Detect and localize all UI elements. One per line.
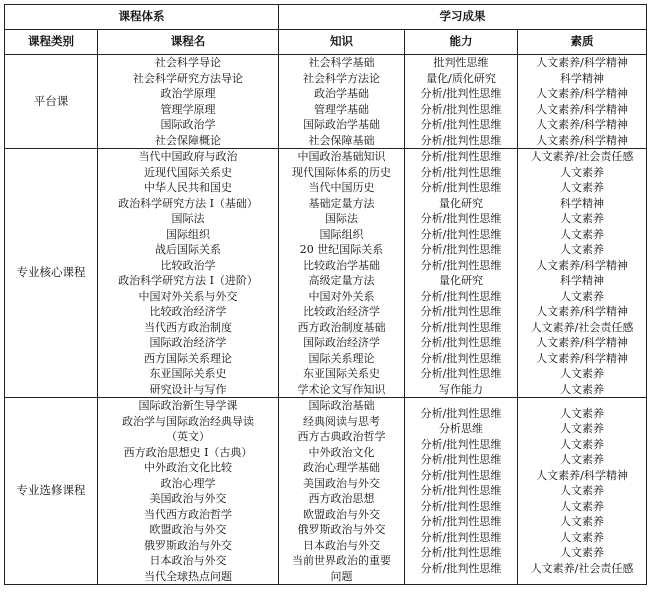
knowledge-item: 政治学基础 — [314, 87, 369, 100]
quality-item: 人文素养/科学精神 — [536, 133, 628, 147]
quality-item: 人文素养/科学精神 — [536, 258, 628, 272]
knowledge-item: 社会科学方法论 — [303, 71, 380, 85]
course-name: 国际组织 — [166, 227, 210, 241]
ability-item: 量化研究 — [439, 196, 483, 210]
knowledge-item: 学术论文写作知识 — [297, 382, 386, 396]
quality-item: 人文素养/科学精神 — [536, 102, 628, 116]
course-name: （英文） — [166, 430, 210, 443]
curriculum-table-container — [4, 4, 647, 585]
ability-item: 批判性思维 — [433, 56, 489, 69]
course-name: 政治科学研究方法 I（进阶） — [118, 274, 258, 287]
ability-item: 量化/质化研究 — [426, 71, 496, 85]
course-name: 当代全球热点问题 — [144, 569, 232, 583]
knowledge-item: 国际关系理论 — [308, 351, 375, 365]
ability-item: 分析/批判性思维 — [420, 530, 502, 544]
quality-list — [518, 398, 647, 585]
knowledge-list — [279, 398, 405, 585]
ability-item: 分析/批判性思维 — [420, 102, 502, 116]
course-name: 近现代国际关系史 — [144, 165, 232, 179]
course-list — [98, 55, 279, 149]
ability-item: 分析/批判性思维 — [420, 243, 502, 256]
quality-item: 人文素养/科学精神 — [536, 336, 628, 349]
ability-item: 分析/批判性思维 — [420, 227, 502, 241]
knowledge-item: 社会保障基础 — [308, 133, 375, 147]
header-quality: 素质 — [518, 30, 647, 55]
course-list — [98, 149, 279, 398]
course-name: 政治学与国际政治经典导读 — [122, 414, 254, 428]
quality-item: 人文素养/科学精神 — [536, 305, 628, 318]
course-name: 国际政治学 — [160, 118, 216, 131]
knowledge-item: 现代国际体系的历史 — [292, 165, 391, 179]
header-learning-outcomes: 学习成果 — [279, 5, 647, 30]
knowledge-item: 美国政治与外交 — [303, 476, 380, 490]
knowledge-item: 社会科学基础 — [308, 56, 375, 69]
quality-item: 人文素养 — [560, 406, 605, 420]
quality-item: 人文素养 — [560, 515, 605, 529]
ability-item: 分析/批判性思维 — [420, 258, 502, 272]
course-name: 西方政治思想史 I（古典） — [123, 445, 253, 459]
quality-item: 科学精神 — [560, 71, 605, 85]
course-name: 政治学原理 — [160, 87, 216, 100]
quality-item: 人文素养/科学精神 — [536, 87, 628, 100]
header-ability: 能力 — [405, 30, 518, 55]
course-name: 国际政治经济学 — [149, 336, 227, 349]
quality-item: 人文素养 — [560, 422, 605, 436]
knowledge-item: 日本政治与外交 — [303, 538, 380, 552]
ability-item: 分析/批判性思维 — [420, 437, 502, 451]
ability-item: 分析/批判性思维 — [420, 499, 502, 513]
ability-item: 分析/批判性思维 — [420, 515, 502, 529]
knowledge-item: 俄罗斯政治与外交 — [297, 523, 386, 536]
knowledge-item: 国际组织 — [319, 227, 364, 241]
header-category: 课程类别 — [5, 30, 98, 55]
course-name: 战后国际关系 — [155, 243, 221, 256]
knowledge-item: 政治心理学基础 — [303, 461, 380, 474]
category-cell: 专业核心课程 — [5, 149, 98, 398]
category-cell: 平台课 — [5, 55, 98, 149]
quality-item: 人文素养 — [560, 546, 605, 560]
ability-list — [405, 149, 518, 398]
ability-item: 分析/批判性思维 — [420, 320, 502, 334]
curriculum-table — [4, 4, 647, 585]
knowledge-item: 比较政治学基础 — [303, 258, 380, 272]
header-knowledge: 知识 — [279, 30, 405, 55]
quality-item: 人文素养 — [560, 484, 605, 498]
knowledge-item: 国际法 — [325, 212, 358, 225]
course-name: 中国对外关系与外交 — [138, 289, 238, 303]
knowledge-list — [279, 55, 405, 149]
course-name: 国际政治新生导学课 — [138, 399, 238, 412]
ability-item: 分析/批判性思维 — [420, 336, 502, 349]
quality-item: 人文素养/科学精神 — [536, 351, 628, 365]
knowledge-list — [279, 149, 405, 398]
quality-item: 人文素养 — [560, 181, 605, 194]
knowledge-item: 中国对外关系 — [308, 289, 375, 303]
quality-item: 人文素养 — [560, 227, 605, 241]
quality-item: 人文素养/科学精神 — [536, 118, 628, 131]
course-name: 社会保障概论 — [155, 133, 221, 147]
course-name: 日本政治与外交 — [149, 554, 227, 567]
knowledge-item: 西方政治思想 — [308, 492, 375, 505]
ability-item: 分析/批判性思维 — [420, 289, 502, 303]
ability-item: 分析/批判性思维 — [420, 150, 502, 163]
quality-item: 人文素养 — [560, 165, 605, 179]
quality-item: 人文素养 — [560, 382, 605, 396]
quality-list — [518, 55, 647, 149]
course-name: 比较政治学 — [160, 258, 216, 272]
ability-item: 分析/批判性思维 — [420, 87, 502, 100]
quality-item: 人文素养 — [560, 530, 605, 544]
quality-item: 人文素养 — [560, 499, 605, 513]
ability-item: 分析/批判性思维 — [420, 406, 502, 420]
ability-item: 分析/批判性思维 — [420, 212, 502, 225]
knowledge-item: 当前世界政治的重要 — [292, 554, 391, 567]
knowledge-item: 比较政治经济学 — [303, 305, 380, 318]
knowledge-item: 高级定量方法 — [308, 274, 375, 287]
ability-item: 分析/批判性思维 — [420, 546, 502, 560]
knowledge-item: 基础定量方法 — [308, 196, 375, 210]
ability-item: 分析/批判性思维 — [420, 133, 502, 147]
course-name: 政治心理学 — [160, 476, 216, 490]
quality-item: 人文素养/社会责任感 — [530, 320, 634, 334]
course-name: 美国政治与外交 — [149, 492, 227, 505]
knowledge-item: 西方政治制度基础 — [297, 320, 386, 334]
knowledge-item: 经典阅读与思考 — [303, 414, 380, 428]
knowledge-item: 20 世纪国际关系 — [299, 243, 384, 256]
quality-item: 人文素养 — [560, 212, 605, 225]
course-name: 欧盟政治与外交 — [149, 523, 227, 536]
ability-item: 分析/批判性思维 — [420, 181, 502, 194]
knowledge-item: 国际政治学基础 — [303, 118, 380, 131]
ability-item: 写作能力 — [439, 382, 483, 396]
ability-item: 分析/批判性思维 — [420, 484, 502, 498]
section-row-core — [5, 149, 647, 398]
header-course-name: 课程名 — [98, 30, 279, 55]
knowledge-item: 欧盟政治与外交 — [303, 507, 380, 521]
course-name: 社会科学导论 — [155, 56, 221, 69]
course-name: 俄罗斯政治与外交 — [144, 538, 232, 552]
quality-item: 人文素养/社会责任感 — [530, 561, 634, 575]
knowledge-item: 问题 — [330, 569, 353, 583]
knowledge-item: 中外政治文化 — [308, 445, 375, 459]
quality-item: 科学精神 — [560, 274, 605, 287]
knowledge-item: 中国政治基础知识 — [297, 150, 386, 163]
quality-item: 人文素养 — [560, 289, 605, 303]
ability-item: 分析/批判性思维 — [420, 165, 502, 179]
quality-item: 人文素养/社会责任感 — [530, 150, 634, 163]
course-name: 中外政治文化比较 — [144, 461, 232, 474]
ability-item: 分析/批判性思维 — [420, 468, 502, 482]
header-column-row — [5, 30, 647, 55]
ability-list — [405, 398, 518, 585]
knowledge-item: 东亚国际关系史 — [303, 367, 380, 380]
course-name: 社会科学研究方法导论 — [133, 71, 243, 85]
ability-item: 分析/批判性思维 — [420, 453, 502, 467]
knowledge-item: 国际政治基础 — [308, 399, 375, 412]
ability-item: 分析/批判性思维 — [420, 305, 502, 318]
ability-item: 分析/批判性思维 — [420, 367, 502, 380]
ability-list — [405, 55, 518, 149]
course-name: 中华人民共和国史 — [144, 181, 232, 194]
quality-item: 人文素养/科学精神 — [536, 468, 628, 482]
course-name: 研究设计与写作 — [149, 382, 227, 396]
course-name: 政治科学研究方法 I（基础） — [118, 196, 258, 210]
knowledge-item: 管理学基础 — [314, 102, 369, 116]
quality-item: 科学精神 — [560, 196, 605, 210]
quality-item: 人文素养 — [560, 437, 605, 451]
ability-item: 分析/批判性思维 — [420, 351, 502, 365]
section-row-elective — [5, 398, 647, 585]
ability-item: 分析思维 — [439, 422, 483, 436]
course-name: 东亚国际关系史 — [149, 367, 227, 380]
knowledge-item: 当代中国历史 — [308, 181, 375, 194]
course-name: 管理学原理 — [160, 102, 216, 116]
ability-item: 分析/批判性思维 — [420, 118, 502, 131]
knowledge-item: 国际政治经济学 — [303, 336, 380, 349]
header-curriculum-system: 课程体系 — [5, 5, 279, 30]
section-row-platform — [5, 55, 647, 149]
ability-item: 分析/批判性思维 — [420, 561, 502, 575]
course-name: 西方国际关系理论 — [144, 351, 232, 365]
course-list — [98, 398, 279, 585]
quality-item: 人文素养 — [560, 243, 605, 256]
category-cell: 专业选修课程 — [5, 398, 98, 585]
course-name: 比较政治经济学 — [149, 305, 227, 318]
ability-item: 量化研究 — [439, 274, 483, 287]
course-name: 当代中国政府与政治 — [138, 150, 238, 163]
header-group-row — [5, 5, 647, 30]
knowledge-item: 西方古典政治哲学 — [297, 430, 386, 443]
quality-item: 人文素养 — [560, 453, 605, 467]
quality-list — [518, 149, 647, 398]
quality-item: 人文素养 — [560, 367, 605, 380]
quality-item: 人文素养/科学精神 — [536, 56, 628, 69]
course-name: 国际法 — [171, 212, 205, 225]
course-name: 当代西方政治制度 — [144, 320, 232, 334]
course-name: 当代西方政治哲学 — [144, 507, 232, 521]
